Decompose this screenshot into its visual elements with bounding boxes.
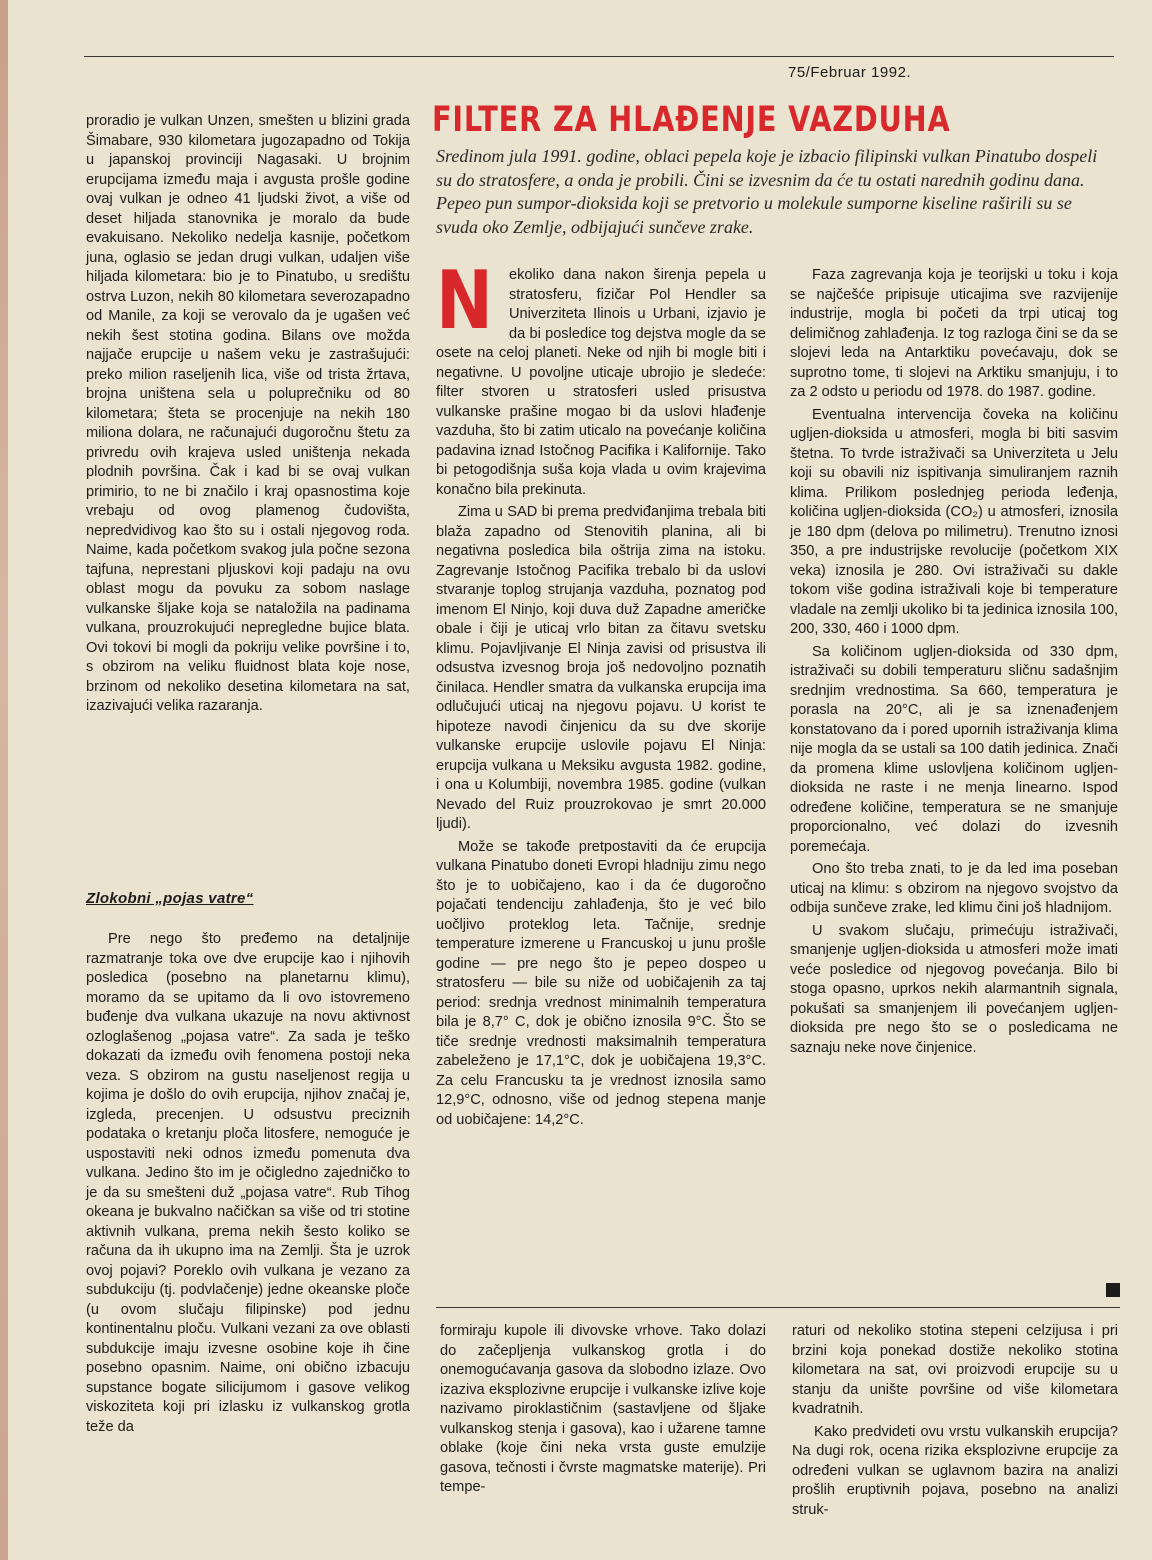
column-5 xyxy=(792,1322,1118,1520)
paragraph: raturi od nekoliko stotina stepeni celzijusa i pri brzini koja ponekad dostiže nekoliko stotina kilometara na sat, ovi proizvodi erupcije su u stanju da unište površine od više kilometara kvadratnih. xyxy=(792,1323,1118,1417)
paragraph-text: ekoliko dana nakon širenja pepela u stratosferu, fizičar Pol Hendler sa Univerziteta Ilinois u Urbani, izjavio je da bi posledice tog dejstva mogle da se osete na celoj planeti. Neke od njih bi mogle biti i negativne. U povoljne uticaje ubrojio je sledeće: filter stvoren u stratosferi usled prisustva vulkanske prašine mogao bi da uslovi hlađenje vazduha, što bi zatim uticalo na povećanje količina padavina iznad Istočnog Pacifika i Kalifornije. Tako bi petogodišnja suša koja vlada u ovim krajevima konačno bila prekinuta. xyxy=(436,267,766,498)
paragraph: Može se takođe pretpostaviti da će erupcija vulkana Pinatubo doneti Evropi hladniju zimu nego što je to uobičajeno, kao i da će dugoročno pojačati tendenciju zahlađenja, što je već bilo uočljivo proteklog leta. Tačnije, srednje temperature izmerene u Francuskoj u junu prošle godine — pre nego što je pepeo dospeo u stratosferu — bile su niže od uobičajenih za taj period: srednja vrednost minimalnih temperatura bila je 8,7° C, dok je obično iznosila 9°C. Što se tiče srednje vrednosti maksimalnih temperatura zabeleženo je 17,1°C, dok je uobičajena 19,3°C. Za celu Francusku ta je vrednost iznosila samo 12,9°C, odnosno, više od jednog stepena manje od uobičajene: 14,2°C. xyxy=(436,838,766,1128)
drop-cap: N xyxy=(436,254,493,347)
section-subheading: Zlokobni „pojas vatre“ xyxy=(86,890,254,907)
paragraph: Kako predvideti ovu vrstu vulkanskih erupcija? Na dugi rok, ocena rizika eksplozivne erupcije za određeni vulkan se uglavnom bazira na analizi prošlih eruptivnih pojava, posebno na analizi struk- xyxy=(792,1423,1118,1518)
column-1 xyxy=(86,112,410,717)
end-of-article-mark xyxy=(1106,1283,1120,1297)
binding-edge xyxy=(0,0,8,1560)
column-1-continued xyxy=(86,930,410,1437)
paragraph: Sa količinom ugljen-dioksida od 330 dpm, istraživači su dobili temperaturu sličnu sadašnjim srednjim vrednostima. Sa 660, temperatura je porasla na 20°C, ali je sa iznenađenjem konstatovano da i pored upornih istraživanja klima nije mogla da se ustali sa 100 datih jedinica. Znači da promena klime uslovljena količinom ugljen-dioksida ne raste i ne menja linearno. Ispod određene količine, temperatura se ne smanjuje proporcionalno, već dolazi do izvesnih poremećaja. xyxy=(790,643,1118,855)
header-rule xyxy=(84,56,1114,57)
page-number-date: 75/Februar 1992. xyxy=(788,64,912,81)
paragraph xyxy=(436,254,766,500)
paragraph: Eventualna intervencija čoveka na količinu ugljen-dioksida u atmosferi, mogla bi biti sasvim štetna. To tvrde istraživači sa Univerziteta u Jelu koji su obavili niz ispitivanja simuliranjem raznih klima. Prilikom poslednjeg perioda leđenja, količina ugljen-dioksida (CO₂) u atmosferi, iznosila je 180 dpm (delova po milimetru). Trenutno iznosi 350, a pre industrijske revolucije (početkom XIX veka) iznosila je 280. Ovi istraživači su dakle tokom više godina istraživali koje bi temperature vladale na zemlji ukoliko bi ta jedinica iznosila 100, 200, 330, 460 i 1000 dpm. xyxy=(790,406,1118,637)
paragraph: formiraju kupole ili divovske vrhove. Tako dolazi do začepljenja vulkanskog grotla i do onemogućavanja gasova da slobodno izlaze. Ovo izaziva eksplozivne erupcije i vulkanske izlive koje nazivamo piroklastičnim (sastavljene od šljake vulkanskog stenja i gasova), kao i užarene tamne oblake (koje čini neka vrsta guste emulzije gasova, tečnosti i čvrste magmatske materije). Pri tempe- xyxy=(440,1323,766,1495)
column-2 xyxy=(436,254,766,1130)
column-4 xyxy=(440,1322,766,1498)
paragraph: Zima u SAD bi prema predviđanjima trebala biti blaža zapadno od Stenovitih planina, ali bi negativna posledica bila oštrija zima na istoku. Zagrevanje Istočnog Pacifika trebalo bi da uslovi stvaranje toplog strujanja vazduha, poznatog pod imenom El Ninjo, koji duva duž Zapadne američke obale i čiji je uticaj vrlo bitan za čitavu svetsku klimu. Pojavljivanje El Ninja zavisi od prisustva ili odsustva izvesnog broja još nedovoljno poznatih činilaca. Hendler smatra da vulkanska erupcija ima odlučujući uticaj na njegovu pojavu. U korist te hipoteze navodi činjenicu da su dve skorije vulkanske erupcije uslovile pojavu El Ninja: erupcija vulkana u Meksiku avgusta 1982. godine, i ona u Kolumbiji, novembra 1985. godine (vulkan Nevado del Ruiz prouzrokovao je smrt 20.000 ljudi). xyxy=(436,504,766,832)
section-divider-rule xyxy=(436,1307,1120,1308)
paragraph: Faza zagrevanja koja je teorijski u toku i koja se najčešće pripisuje uticajima sve razvijenije industrije, mogla bi početi da trpi uticaj tog delimičnog zahlađenja. Iz tog razloga čini se da se slojevi leda na Antarktiku povećavaju, dok se suprotno tome, ti slojevi na Arktiku smanjuju, i to za 2 odsto u periodu od 1978. do 1987. godine. xyxy=(790,267,1118,400)
paragraph: Ono što treba znati, to je da led ima poseban uticaj na klimu: s obzirom na njegovo svojstvo da odbija sunčeve zrake, led klimu čini još hladnijom. xyxy=(790,861,1118,916)
paragraph: Pre nego što pređemo na detaljnije razmatranje toka ove dve erupcije kao i njihovih posledica (posebno na planetarnu klimu), moramo da se upitamo da li ovo istovremeno buđenje dva vulkana ukazuje na novu aktivnost ozloglašenog „pojasa vatre“. Za sada je teško dokazati da između ovih fenomena postoji neka veza. S obzirom na gustu naseljenost regija u kojima je došlo do ovih erupcija, njihov značaj je, izgleda, precenjen. U odsustvu preciznih podataka o kretanju ploča litosfere, nemoguće je uspostaviti neki odnos između pomenuta dva vulkana. Jedino što im je očigledno zajedničko to je da su smešteni duž „pojasa vatre“. Rub Tihog okeana je bukvalno načičkan sa više od tri stotine aktivnih vulkana, prema nekih šesto koliko se računa da ih ukupno ima na Zemlji. Šta je uzrok ovoj pojavi? Poreklo ovih vulkana je vezano za subdukciju (tj. podvlačenje) jedne okeanske ploče (u ovom slučaju filipinske) pod jednu kontinentalnu ploču. Vulkani vezani za ove oblasti subdukcije imaju izvesne osobine koje ih čine posebno opasnim. Naime, oni obično izbacuju supstance bogate silicijumom i gasove velikog viskoziteta koji pri izlasku iz vulkanskog grotla teže da xyxy=(86,931,410,1435)
article-lead: Sredinom jula 1991. godine, oblaci pepela koje je izbacio filipinski vulkan Pinatubo dospeli su do stratosfere, a onda je probili. Čini se izvesnim da će tu ostati narednih godinu dana. Pepeo pun sumpor-dioksida koji se pretvorio u molekule sumporne kiseline raširili su se svuda oko Zemlje, odbijajući sunčeve zrake. xyxy=(436,146,1098,237)
column-3 xyxy=(790,266,1118,1058)
article-title: FILTER ZA HLAĐENJE VAZDUHA xyxy=(432,100,951,140)
paragraph: U svakom slučaju, primećuju istraživači, smanjenje ugljen-dioksida u atmosferi može imati veće posledice od njegovog povećanja. Bilo bi stoga opasno, uprkos nekih alarmantnih signala, pokušati sa smanjenjem ili povećanjem ugljen-dioksida pre nego što se o posledicama ne saznaju neke nove činjenice. xyxy=(790,922,1118,1056)
paragraph: proradio je vulkan Unzen, smešten u blizini grada Šimabare, 930 kilometara jugozapadno od Tokija u japanskoj provinciji Nagasaki. U brojnim erupcijama između maja i avgusta prošle godine ovaj vulkan je odneo 41 ljudski život, a više od deset hiljada stanovnika je moralo da bude evakuisano. Nekoliko nedelja kasnije, početkom juna, oglasio se jedan drugi vulkan, udaljen više hiljada kilometara: bio je to Pinatubo, u središtu ostrva Luzon, nekih 80 kilometara severozapadno od Manile, za koji se verovalo da je ugašen već nekih šest stotina godina. Bilans ove možda najjače erupcije u našem veku je zastrašujući: preko milion raseljenih lica, više od trista žrtava, brojna uništena sela u poluprečniku od 80 kilometara; šteta se procenjuje na nekih 180 miliona dolara, ne računajući dugoročnu štetu za privredu ovih krajeva usled uništenja nekada plodnih površina. Čak i kad bi se ovaj vulkan primirio, to ne bi značilo i kraj opasnostima koje vrebaju od ovog plamenog čudovišta, nepredvidivog kao što su i ostali njegovog roda. Naime, kada početkom svakog jula počne sezona tajfuna, neprestani pljuskovi koji padaju na ovu oblast mogu da povuku za sobom naslage vulkanske šljake koja se nataložila na padinama vulkana, prouzrokujući nepregledne bujice blata. Ovi tokovi bi mogli da pokriju velike površine i to, s obzirom na veliku fluidnost blata koje nose, brzinom od nekoliko desetina kilometara na sat, izazivajući velika razaranja. xyxy=(86,113,410,714)
